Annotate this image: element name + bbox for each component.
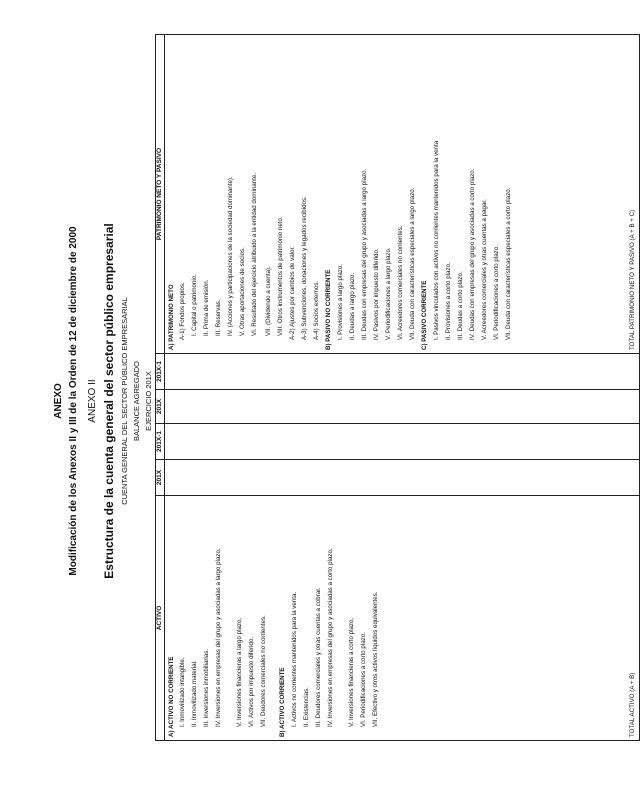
activo-item: VII. Deudores comerciales no corrientes. xyxy=(260,615,267,727)
activo-item: VII. Efectivo y otros activos líquidos equivalentes. xyxy=(372,591,379,727)
activo-item: V. Inversiones financieras a corto plazo. xyxy=(348,617,355,727)
activo-item: VI. Activos por impuesto diferido. xyxy=(248,636,255,727)
pasivo-table xyxy=(155,34,640,424)
pasivo-item: A-1) Fondos propios. xyxy=(179,282,186,340)
activo-item: I. Inmovilizado intangible. xyxy=(179,657,186,727)
activo-item: III. Inversiones inmobiliarias. xyxy=(203,648,210,727)
pasivo-item: VI. Periodificaciones a corto plazo. xyxy=(493,245,500,340)
pasivo-item: A-2) Ajustes por cambios de valor. xyxy=(289,246,296,340)
account-title: CUENTA GENERAL DEL SECTOR PÚBLICO EMPRESARIAL xyxy=(120,297,129,505)
annex-ii-title: ANEXO II xyxy=(87,379,98,423)
exercise-title: EJERCICIO 201X xyxy=(144,371,153,431)
pasivo-item: I. Provisiones a largo plazo. xyxy=(337,263,344,340)
pasivo-item: VI. Resultado del ejercicio atribuido a la entidad dominante. xyxy=(251,172,258,336)
pasivo-item: IV. Pasivos por impuesto diferido. xyxy=(373,248,380,340)
pasivo-item: VIII. Otros instrumentos de patrimonio neto. xyxy=(277,216,284,336)
pasivo-item: V. Periodificaciones a largo plazo. xyxy=(385,247,392,340)
pasivo-item: III. Reservas. xyxy=(215,299,222,336)
pasivo-item: III. Deudas con empresas del grupo y asociadas a largo plazo. xyxy=(361,168,368,340)
pasivo-item: A-3) Subvenciones, donaciones y legados recibidos. xyxy=(301,196,308,340)
activo-item: IV. Inversiones en empresas del grupo y asociadas a largo plazo. xyxy=(215,548,222,727)
pasivo-item: V. Acreedores comerciales y otras cuentas a pagar. xyxy=(481,199,488,340)
pasivo-item: II. Deudas a largo plazo. xyxy=(349,272,356,340)
activo-year-values xyxy=(165,460,640,496)
pasivo-items xyxy=(165,35,639,353)
pasivo-item: VII. Deuda con características especiales a corto plazo. xyxy=(505,187,512,340)
pasivo-item: I. Pasivos vinculados con activos no corrientes mantenidos para la venta xyxy=(433,140,440,340)
pasivo-item: VI. Acreedores comerciales no corrientes. xyxy=(397,225,404,340)
activo-item: A) ACTIVO NO CORRIENTE xyxy=(168,656,175,737)
activo-total: TOTAL ACTIVO (A + B) xyxy=(629,672,636,737)
pasivo-item: II. Provisiones a corto plazo. xyxy=(445,262,452,340)
activo-item: II. Existencias. xyxy=(303,687,310,727)
pasivo-item: III. Deudas a corto plazo. xyxy=(457,271,464,340)
activo-items xyxy=(165,496,639,740)
pasivo-item: IV. (Acciones y participaciones de la sociedad dominante). xyxy=(227,176,234,336)
activo-item: VI. Periodificaciones a corto plazo. xyxy=(360,632,367,727)
pasivo-item: A-4) Socios externos. xyxy=(313,280,320,340)
activo-item: I. Activos no corrientes mantenidos para la venta. xyxy=(291,591,298,727)
structure-title: Estructura de la cuenta general del sector público empresarial xyxy=(102,223,116,579)
pasivo-item: IV. Deudas con empresas del grupo y asociadas a corto plazo. xyxy=(469,168,476,340)
activo-items-cell xyxy=(165,496,640,741)
pasivo-total: TOTAL PATRIMONIO NETO Y PASIVO (A + B + C) xyxy=(629,209,636,350)
balance-title: BALANCE AGREGADO xyxy=(132,360,141,442)
activo-item: II. Inmovilizado material. xyxy=(191,660,198,727)
activo-item: B) ACTIVO CORRIENTE xyxy=(279,667,286,737)
activo-table xyxy=(155,423,640,741)
pasivo-prev-values xyxy=(165,354,640,390)
activo-item: V. Inversiones financieras a largo plazo. xyxy=(236,617,243,727)
pasivo-item: B) PASIVO NO CORRIENTE xyxy=(325,269,332,350)
modification-title: Modificación de los Anexos II y III de la Orden de 12 de diciembre de 2000 xyxy=(68,226,79,576)
pasivo-item: V. Otras aportaciones de socios. xyxy=(239,247,246,336)
activo-prev-values xyxy=(165,424,640,460)
pasivo-year-values xyxy=(165,390,640,424)
activo-col-prev: 201X-1 xyxy=(156,424,165,460)
pasivo-item: C) PASIVO CORRIENTE xyxy=(421,280,428,350)
pasivo-item: I. Capital o patrimonio. xyxy=(191,274,198,336)
pasivo-item: A) PATRIMONIO NETO xyxy=(168,284,175,350)
pasivo-col-prev: 201X-1 xyxy=(156,354,165,390)
activo-col-year: 201X xyxy=(156,460,165,496)
activo-item: III. Deudores comerciales y otras cuentas a cobrar. xyxy=(315,587,322,727)
annex-title: ANEXO xyxy=(53,383,64,419)
activo-col-title: ACTIVO xyxy=(156,496,165,741)
pasivo-col-year: 201X xyxy=(156,390,165,424)
pasivo-item: VII. (Dividendo a cuenta). xyxy=(265,266,272,336)
pasivo-item: VII. Deuda con características especiales a largo plazo. xyxy=(409,187,416,340)
pasivo-items-cell xyxy=(165,35,640,354)
pasivo-item: II. Prima de emisión. xyxy=(203,279,210,336)
pasivo-col-title: PATRIMONIO NETO Y PASIVO xyxy=(156,35,165,354)
activo-item: IV. Inversiones en empresas del grupo y asociadas a corto plazo. xyxy=(327,548,334,727)
